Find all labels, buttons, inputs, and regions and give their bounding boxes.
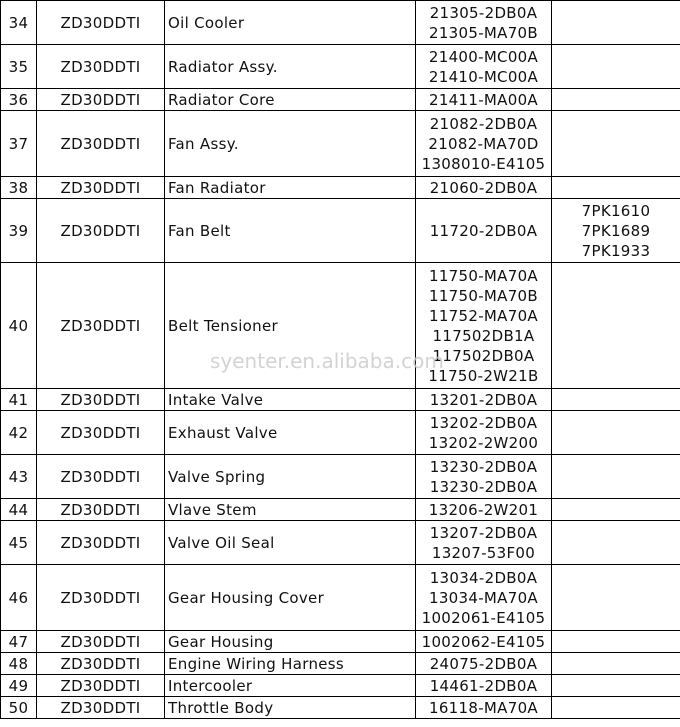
oem-number: 13034-2DB0A	[429, 568, 538, 587]
table-row	[1, 455, 680, 499]
table-row	[1, 411, 680, 455]
engine-model-cell: ZD30DDTI	[37, 455, 165, 499]
row-number-cell: 50	[1, 697, 37, 719]
engine-model-cell: ZD30DDTI	[37, 111, 165, 177]
oem-number: 1308010-E4105	[421, 154, 546, 173]
table-row	[1, 263, 680, 389]
table-row	[1, 499, 680, 521]
alt-number-cell	[552, 653, 680, 675]
row-number-cell: 49	[1, 675, 37, 697]
oem-number: 13206-2W201	[428, 500, 539, 519]
oem-number-cell	[416, 631, 552, 653]
engine-model-cell: ZD30DDTI	[37, 499, 165, 521]
part-name-cell: Engine Wiring Harness	[165, 653, 416, 675]
table-row	[1, 89, 680, 111]
part-name-cell: Throttle Body	[165, 697, 416, 719]
oem-number-cell	[416, 199, 552, 263]
oem-number: 11720-2DB0A	[429, 221, 538, 240]
row-number-cell: 48	[1, 653, 37, 675]
oem-number: 21411-MA00A	[429, 90, 538, 109]
part-name-cell: Intercooler	[165, 675, 416, 697]
alt-number-cell	[552, 697, 680, 719]
oem-number-cell	[416, 389, 552, 411]
oem-number: 11750-MA70A	[429, 266, 538, 285]
alt-number-cell	[552, 199, 680, 263]
oem-number: 21410-MC00A	[428, 67, 539, 86]
oem-number: 11752-MA70A	[429, 306, 538, 325]
oem-number: 11750-MA70B	[428, 286, 538, 305]
part-name-cell: Radiator Assy.	[165, 45, 416, 89]
engine-model-cell: ZD30DDTI	[37, 177, 165, 199]
table-row	[1, 675, 680, 697]
part-name-cell: Exhaust Valve	[165, 411, 416, 455]
engine-model-cell: ZD30DDTI	[37, 199, 165, 263]
table-row	[1, 1, 680, 45]
oem-number-cell	[416, 177, 552, 199]
row-number-cell: 34	[1, 1, 37, 45]
oem-number-cell	[416, 45, 552, 89]
oem-number: 13034-MA70A	[429, 588, 538, 607]
oem-number-cell	[416, 697, 552, 719]
row-number-cell: 40	[1, 263, 37, 389]
part-name-cell: Fan Belt	[165, 199, 416, 263]
engine-model-cell: ZD30DDTI	[37, 697, 165, 719]
oem-number: 13202-2W200	[428, 433, 539, 452]
table-row	[1, 199, 680, 263]
part-name-cell: Valve Spring	[165, 455, 416, 499]
engine-model-cell: ZD30DDTI	[37, 45, 165, 89]
oem-number: 21400-MC00A	[428, 47, 539, 66]
alt-number-cell	[552, 565, 680, 631]
table-row	[1, 177, 680, 199]
engine-model-cell: ZD30DDTI	[37, 89, 165, 111]
alt-number: 7PK1689	[581, 221, 651, 240]
part-name-cell: Belt Tensioner	[165, 263, 416, 389]
oem-number: 1002061-E4105	[421, 608, 546, 627]
part-name-cell: Vlave Stem	[165, 499, 416, 521]
engine-model-cell: ZD30DDTI	[37, 263, 165, 389]
alt-number-cell	[552, 631, 680, 653]
alt-number-cell	[552, 45, 680, 89]
oem-number: 13230-2DB0A	[429, 457, 538, 476]
oem-number: 14461-2DB0A	[429, 676, 538, 695]
oem-number: 21082-2DB0A	[429, 114, 538, 133]
row-number-cell: 39	[1, 199, 37, 263]
table-row	[1, 565, 680, 631]
engine-model-cell: ZD30DDTI	[37, 411, 165, 455]
oem-number-cell	[416, 455, 552, 499]
oem-number: 21060-2DB0A	[429, 178, 538, 197]
oem-number: 13207-2DB0A	[429, 523, 538, 542]
alt-number: 7PK1933	[581, 241, 651, 260]
engine-model-cell: ZD30DDTI	[37, 565, 165, 631]
part-name-cell: Oil Cooler	[165, 1, 416, 45]
row-number-cell: 47	[1, 631, 37, 653]
oem-number: 13201-2DB0A	[429, 390, 538, 409]
oem-number: 13202-2DB0A	[429, 413, 538, 432]
row-number-cell: 43	[1, 455, 37, 499]
alt-number-cell	[552, 455, 680, 499]
alt-number-cell	[552, 1, 680, 45]
oem-number-cell	[416, 675, 552, 697]
alt-number-cell	[552, 521, 680, 565]
row-number-cell: 42	[1, 411, 37, 455]
part-name-cell: Fan Radiator	[165, 177, 416, 199]
alt-number: 7PK1610	[581, 201, 651, 220]
oem-number-cell	[416, 499, 552, 521]
oem-number: 16118-MA70A	[429, 698, 538, 717]
table-row	[1, 111, 680, 177]
oem-number: 117502DB0A	[432, 346, 535, 365]
part-name-cell: Intake Valve	[165, 389, 416, 411]
alt-number-cell	[552, 389, 680, 411]
oem-number: 11750-2W21B	[428, 366, 539, 385]
row-number-cell: 35	[1, 45, 37, 89]
alt-number-cell	[552, 499, 680, 521]
alt-number-cell	[552, 111, 680, 177]
alt-number-cell	[552, 89, 680, 111]
oem-number: 21305-2DB0A	[429, 3, 538, 22]
engine-model-cell: ZD30DDTI	[37, 521, 165, 565]
oem-number: 1002062-E4105	[421, 632, 546, 651]
engine-model-cell: ZD30DDTI	[37, 631, 165, 653]
table-row	[1, 631, 680, 653]
engine-model-cell: ZD30DDTI	[37, 653, 165, 675]
alt-number-cell	[552, 411, 680, 455]
part-name-cell: Radiator Core	[165, 89, 416, 111]
part-name-cell: Fan Assy.	[165, 111, 416, 177]
row-number-cell: 36	[1, 89, 37, 111]
row-number-cell: 41	[1, 389, 37, 411]
row-number-cell: 44	[1, 499, 37, 521]
oem-number-cell	[416, 653, 552, 675]
row-number-cell: 38	[1, 177, 37, 199]
row-number-cell: 45	[1, 521, 37, 565]
oem-number: 21082-MA70D	[428, 134, 539, 153]
table-row	[1, 389, 680, 411]
table-row	[1, 521, 680, 565]
table-row	[1, 697, 680, 719]
table-row	[1, 45, 680, 89]
part-name-cell: Valve Oil Seal	[165, 521, 416, 565]
alt-number-cell	[552, 177, 680, 199]
part-name-cell: Gear Housing Cover	[165, 565, 416, 631]
parts-table-body	[1, 1, 680, 719]
table-row	[1, 653, 680, 675]
oem-number-cell	[416, 263, 552, 389]
alt-number-cell	[552, 675, 680, 697]
alt-number-cell	[552, 263, 680, 389]
oem-number-cell	[416, 1, 552, 45]
oem-number-cell	[416, 565, 552, 631]
oem-number-cell	[416, 111, 552, 177]
engine-model-cell: ZD30DDTI	[37, 1, 165, 45]
row-number-cell: 46	[1, 565, 37, 631]
part-name-cell: Gear Housing	[165, 631, 416, 653]
oem-number-cell	[416, 521, 552, 565]
oem-number-cell	[416, 411, 552, 455]
oem-number: 117502DB1A	[432, 326, 535, 345]
engine-model-cell: ZD30DDTI	[37, 675, 165, 697]
oem-number: 13207-53F00	[431, 543, 536, 562]
watermark: syenter.en.alibaba.com	[210, 349, 444, 373]
oem-number: 21305-MA70B	[428, 23, 538, 42]
oem-number: 13230-2DB0A	[429, 477, 538, 496]
oem-number-cell	[416, 89, 552, 111]
row-number-cell: 37	[1, 111, 37, 177]
engine-model-cell: ZD30DDTI	[37, 389, 165, 411]
oem-number: 24075-2DB0A	[429, 654, 538, 673]
